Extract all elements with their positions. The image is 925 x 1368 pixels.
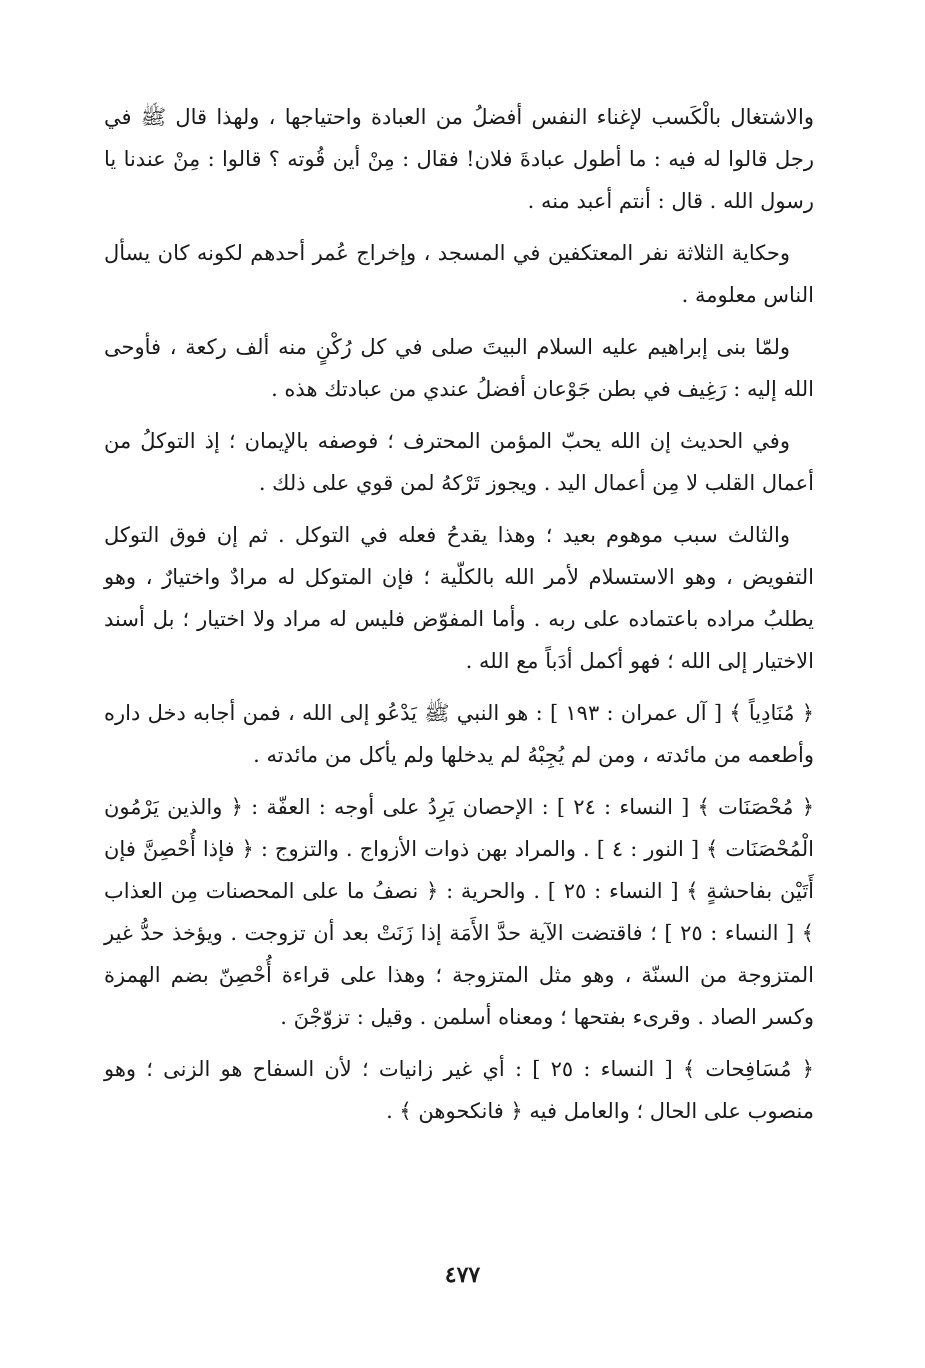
paragraph-ibrahim: ولمّا بنى إبراهيم عليه السلام البيتَ صلى في كل رُكْنٍ منه ألف ركعة ، فأوحى الله إليه : رَغِيف في بطن جَوْعان أفضلُ عندي من عبادتك هذه . xyxy=(104,335,814,401)
paragraph-muhsanat: ﴿ مُحْصَنَات ﴾ [ النساء : ٢٤ ] : الإحصان يَرِدُ على أوجه : العفّة : ﴿ والذين يَرْمُون الْمُحْصَنَات ﴾ [ النور : ٤ ] . والمراد بهن ذوات الأزواج . والتزوج : ﴿ فإذا أُحْصِنَّ فإن أَتَيْن بفاحشةٍ ﴾ [ النساء : ٢٥ ] . والحرية : ﴿ نصفُ ما على المحصنات مِن العذاب ﴾ [ النساء : ٢٥ ] ؛ فاقتضت الآية حدَّ الأَمَة إذا زَنَتْ بعد أن تزوجت . ويؤخذ حدُّ غير المتزوجة من السنّة ، وهو مثل المتزوجة ؛ وهذا على قراءة أُحْصِنّ بضم الهمزة وكسر الصاد . وقرىء بفتحها ؛ ومعناه أسلمن . وقيل : تزوّجْنَ . xyxy=(104,795,815,1029)
paragraph-tafwid: والثالث سبب موهوم بعيد ؛ وهذا يقدحُ فعله في التوكل . ثم إن فوق التوكل التفويض ، وهو الاستسلام لأمر الله بالكلّية ؛ فإن المتوكل له مرادٌ واختيارٌ ، وهو يطلبُ مراده باعتماده على ربه . وأما المفوّض فليس له مراد ولا اختيار ؛ بل أسند الاختيار إلى الله ؛ فهو أكمل أدَباً مع الله . xyxy=(104,523,814,673)
page-number: ٤٧٧ xyxy=(444,1262,481,1288)
paragraph-munadiyan: ﴿ مُنَادِياً ﴾ [ آل عمران : ١٩٣ ] : هو النبي ﷺ يَدْعُو إلى الله ، فمن أجابه دخل داره وأطعمه من مائدته ، ومن لم يُجِبْهُ لم يدخلها ولم يأكل من مائدته . xyxy=(104,701,814,767)
page-body xyxy=(104,96,814,1142)
paragraph-three-retreaters: وحكاية الثلاثة نفر المعتكفين في المسجد ، وإخراج عُمر أحدهم لكونه كان يسأل الناس معلومة . xyxy=(104,241,814,307)
paragraph-musafihat: ﴿ مُسَافِحات ﴾ [ النساء : ٢٥ ] : أي غير زانيات ؛ لأن السفاح هو الزنى ؛ وهو منصوب على الحال ؛ والعامل فيه ﴿ فانكحوهن ﴾ . xyxy=(104,1057,814,1123)
paragraph-hadith-tawakkul: وفي الحديث إن الله يحبّ المؤمن المحترف ؛ فوصفه بالإيمان ؛ إذ التوكلُ من أعمال القلب لا مِن أعمال اليد . ويجوز تَرْكهُ لمن قوي على ذلك . xyxy=(104,429,814,495)
paragraph-earning: والاشتغال بالْكَسب لإغناء النفس أفضلُ من العبادة واحتياجها ، ولهذا قال ﷺ في رجل قالوا له فيه : ما أطول عبادةَ فلان! فقال : مِنْ أين قُوته ؟ قالوا : مِنْ عندنا يا رسول الله . قال : أنتم أعبد منه . xyxy=(104,105,814,213)
